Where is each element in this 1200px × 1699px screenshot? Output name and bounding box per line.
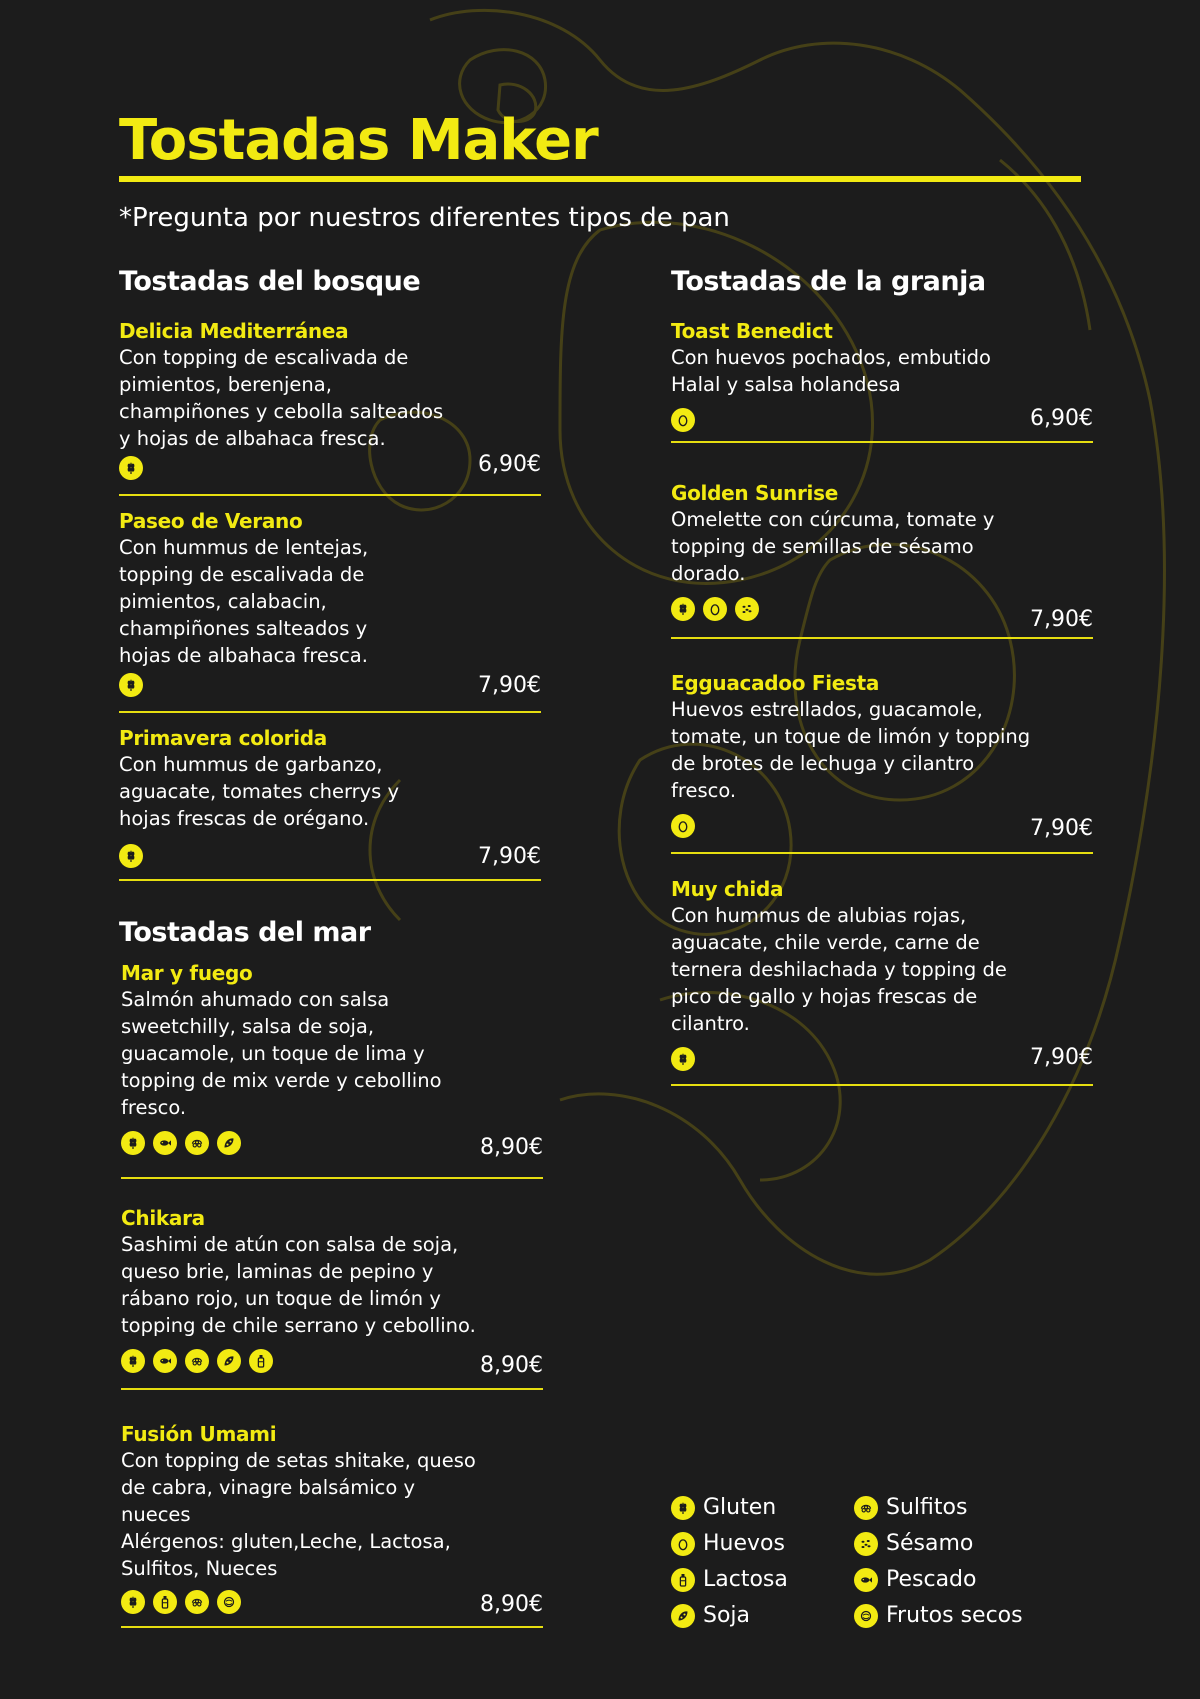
gluten-icon (121, 1590, 145, 1614)
gluten-icon (119, 456, 143, 480)
menu-item (121, 1205, 543, 1381)
item-description: Huevos estrellados, guacamole, tomate, un toque de limón y topping de brotes de lechuga y cilantro fresco. (671, 698, 1031, 802)
legend-label: Lactosa (703, 1567, 788, 1592)
legend-label: Huevos (703, 1531, 785, 1556)
gluten-icon (671, 597, 695, 621)
page-title: Tostadas Maker (119, 108, 598, 173)
soja-icon (671, 1604, 695, 1628)
bread-note: *Pregunta por nuestros diferentes tipos de pan (119, 203, 730, 233)
allergen-icons (671, 814, 695, 838)
item-name: Golden Sunrise (671, 481, 838, 505)
item-divider (121, 1626, 543, 1628)
item-divider (671, 852, 1093, 854)
pescado-icon (153, 1349, 177, 1373)
sulfitos-icon (854, 1496, 878, 1520)
item-name: Egguacadoo Fiesta (671, 671, 880, 695)
allergen-icons (119, 456, 143, 480)
sulfitos-icon (185, 1590, 209, 1614)
frutos-secos-icon (217, 1590, 241, 1614)
legend-item-sulfitos (854, 1495, 967, 1520)
item-price: 6,90€ (478, 452, 541, 477)
item-name: Mar y fuego (121, 961, 253, 985)
item-name: Primavera colorida (119, 726, 327, 750)
item-price: 8,90€ (480, 1353, 543, 1378)
soja-icon (217, 1131, 241, 1155)
menu-item (119, 318, 541, 488)
item-name: Toast Benedict (671, 319, 833, 343)
gluten-icon (119, 844, 143, 868)
sulfitos-icon (185, 1349, 209, 1373)
item-price: 8,90€ (480, 1135, 543, 1160)
item-description: Con huevos pochados, embutido Halal y salsa holandesa (671, 346, 991, 396)
allergen-icons (671, 597, 759, 621)
menu-item (119, 725, 541, 876)
menu-item (119, 508, 541, 705)
frutos-secos-icon (854, 1604, 878, 1628)
legend-item-huevos (671, 1531, 785, 1556)
item-description: Con topping de escalivada de pimientos, berenjena, champiñones y cebolla salteados y hojas de albahaca fresca. (119, 346, 444, 450)
allergen-icons (119, 673, 143, 697)
allergen-icons (121, 1131, 241, 1155)
item-divider (671, 441, 1093, 443)
allergen-icons (121, 1590, 241, 1614)
item-divider (119, 879, 541, 881)
item-price: 7,90€ (1030, 1045, 1093, 1070)
lactosa-icon (153, 1590, 177, 1614)
gluten-icon (671, 1496, 695, 1520)
legend-item-sesamo (854, 1531, 973, 1556)
item-description: Sashimi de atún con salsa de soja, queso brie, laminas de pepino y rábano rojo, un toque de limón y topping de chile serrano y cebollino. (121, 1233, 476, 1337)
pescado-icon (854, 1568, 878, 1592)
legend-item-pescado (854, 1567, 976, 1592)
gluten-icon (671, 1047, 695, 1071)
item-price: 6,90€ (1030, 406, 1093, 431)
gluten-icon (121, 1131, 145, 1155)
legend-item-soja (671, 1603, 750, 1628)
huevos-icon (671, 814, 695, 838)
item-name: Fusión Umami (121, 1422, 277, 1446)
legend-label: Sulfitos (886, 1495, 968, 1520)
item-price: 7,90€ (478, 673, 541, 698)
item-description: Con topping de setas shitake, queso de cabra, vinagre balsámico y nueces Alérgenos: gluten,Leche, Lactosa, Sulfitos, Nueces (121, 1449, 476, 1580)
menu-item (671, 318, 1093, 440)
legend-label: Soja (703, 1603, 751, 1628)
lactosa-icon (249, 1349, 273, 1373)
item-price: 7,90€ (478, 844, 541, 869)
item-divider (121, 1388, 543, 1390)
item-divider (119, 711, 541, 713)
legend-label: Pescado (886, 1567, 977, 1592)
menu-item (121, 1421, 543, 1622)
item-name: Paseo de Verano (119, 509, 303, 533)
legend-item-gluten (671, 1495, 776, 1520)
item-name: Chikara (121, 1206, 205, 1230)
huevos-icon (671, 1532, 695, 1556)
legend-item-frutos-secos (854, 1603, 1023, 1628)
menu-item (671, 670, 1093, 846)
allergen-icons (121, 1349, 273, 1373)
menu-item (121, 960, 543, 1163)
menu-item (671, 480, 1093, 637)
item-name: Delicia Mediterránea (119, 319, 349, 343)
allergen-icons (671, 408, 695, 432)
item-divider (121, 1177, 543, 1179)
section-title-granja: Tostadas de la granja (671, 266, 986, 297)
soja-icon (217, 1349, 241, 1373)
pescado-icon (153, 1131, 177, 1155)
sesamo-icon (854, 1532, 878, 1556)
legend-item-lactosa (671, 1567, 788, 1592)
allergen-icons (671, 1047, 695, 1071)
item-description: Con hummus de alubias rojas, aguacate, chile verde, carne de ternera deshilachada y topping de pico de gallo y hojas frescas de cilantro. (671, 904, 1007, 1035)
huevos-icon (703, 597, 727, 621)
item-description: Omelette con cúrcuma, tomate y topping de semillas de sésamo dorado. (671, 508, 995, 585)
item-name: Muy chida (671, 877, 784, 901)
item-divider (671, 637, 1093, 639)
lactosa-icon (671, 1568, 695, 1592)
item-description: Salmón ahumado con salsa sweetchilly, salsa de soja, guacamole, un toque de lima y topping de mix verde y cebollino fresco. (121, 988, 442, 1119)
legend-label: Sésamo (886, 1531, 974, 1556)
item-price: 7,90€ (1030, 607, 1093, 632)
allergen-icons (119, 844, 143, 868)
huevos-icon (671, 408, 695, 432)
item-price: 8,90€ (480, 1592, 543, 1617)
gluten-icon (119, 673, 143, 697)
item-price: 7,90€ (1030, 816, 1093, 841)
menu-item (671, 876, 1093, 1079)
item-description: Con hummus de garbanzo, aguacate, tomates cherrys y hojas frescas de orégano. (119, 753, 400, 830)
section-title-mar: Tostadas del mar (119, 917, 371, 948)
gluten-icon (121, 1349, 145, 1373)
legend-label: Frutos secos (886, 1603, 1023, 1628)
sulfitos-icon (185, 1131, 209, 1155)
item-divider (119, 494, 541, 496)
section-title-bosque: Tostadas del bosque (119, 266, 421, 297)
sesamo-icon (735, 597, 759, 621)
title-underline (119, 176, 1081, 182)
legend-label: Gluten (703, 1495, 777, 1520)
item-description: Con hummus de lentejas, topping de escalivada de pimientos, calabacin, champiñones salteados y hojas de albahaca fresca. (119, 536, 369, 667)
item-divider (671, 1084, 1093, 1086)
